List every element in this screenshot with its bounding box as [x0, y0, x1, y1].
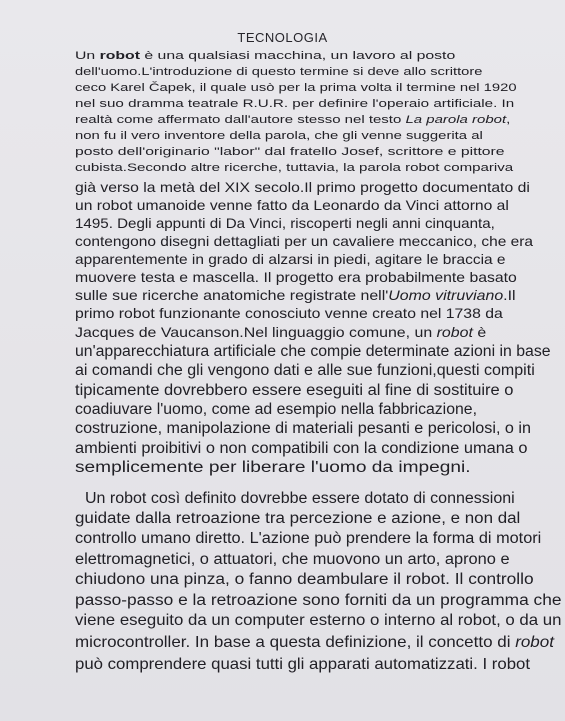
text-run: muovere testa e mascella. Il progetto era probabilmente basato [75, 270, 517, 285]
text-line [75, 401, 477, 419]
text-run: può comprendere quasi tutti gli apparati automatizzati. I robot [75, 656, 531, 673]
text-line [75, 362, 535, 380]
text-line [75, 420, 531, 438]
text-run: passo-passo e la retroazione sono forniti da un programma che [75, 592, 562, 609]
text-run: microcontroller. In base a questa definizione, il concetto di [75, 634, 516, 651]
italic-term: robot [436, 325, 473, 340]
text-run: ceco Karel Čapek, il quale usò per la prima volta il termine nel 1920 [75, 82, 517, 94]
text-run: semplicemente per liberare l'uomo da impegni. [75, 459, 471, 476]
text-run: posto dell'originario "labor" dal fratello Josef, scrittore e pittore [75, 146, 505, 158]
text-run: elettromagnetici, o attuatori, che muovono un arto, aprono e [75, 551, 510, 568]
text-line [75, 66, 482, 78]
text-run: un'apparecchiatura artificiale che compie determinate azioni in base [75, 343, 551, 360]
text-line [75, 306, 503, 321]
text-run: costruzione, manipolazione di materiali pesanti e pericolosi, o in [75, 420, 531, 437]
text-run: guidate dalla retroazione tra percezione e azione, e non dal [75, 510, 521, 527]
text-line [75, 82, 517, 94]
text-line [85, 490, 515, 508]
text-line [75, 252, 506, 267]
text-run: dell'uomo.L'introduzione di questo termine si deve allo scrittore [75, 66, 483, 78]
text-line [75, 343, 551, 361]
text-line [75, 114, 510, 126]
text-line [75, 98, 514, 110]
text-line [75, 440, 528, 458]
text-line [75, 551, 510, 569]
text-line [75, 592, 561, 610]
text-line [75, 510, 520, 528]
text-run: coadiuvare l'uomo, come ad esempio nella fabbricazione, [75, 401, 477, 418]
text-run: è una qualsiasi macchina, un lavoro al posto [139, 50, 456, 62]
text-line [75, 288, 516, 303]
text-run: Jacques de Vaucanson.Nel linguaggio comune, un [75, 325, 437, 340]
text-run: sulle sue ricerche anatomiche registrate nell' [75, 288, 389, 303]
text-line [75, 180, 530, 195]
text-run: Un robot così definito dovrebbe essere dotato di connessioni [85, 490, 515, 507]
text-line [75, 50, 455, 62]
text-run: primo robot funzionante conosciuto venne creato nel 1738 da [75, 306, 503, 321]
text-line [75, 162, 513, 174]
document-title: TECNOLOGIA [237, 30, 328, 45]
text-run: realtà come affermato dall'autore stesso nel testo [75, 114, 406, 126]
text-run: 1495. Degli appunti di Da Vinci, riscoperti negli anni cinquanta, [75, 216, 495, 231]
text-run: .Il [503, 288, 516, 303]
text-run: Un [75, 50, 100, 62]
text-line [75, 325, 486, 340]
text-line [75, 270, 517, 285]
text-run: è [472, 325, 487, 340]
text-run: apparentemente in grado di alzarsi in piedi, agitare le braccia e [75, 252, 506, 267]
text-run: non fu il vero inventore della parola, che gli venne suggerita al [75, 130, 483, 142]
text-line [75, 234, 533, 249]
text-line [75, 656, 530, 674]
text-run: contengono disegni dettagliati per un cavaliere meccanico, che era [75, 234, 534, 249]
text-line [75, 612, 561, 630]
text-run: nel suo dramma teatrale R.U.R. per definire l'operaio artificiale. In [75, 98, 515, 110]
italic-term: robot [515, 634, 554, 651]
text-line [75, 382, 513, 400]
text-line [75, 146, 505, 158]
text-run: cubista.Secondo altre ricerche, tuttavia, la parola robot compariva [75, 162, 514, 174]
text-line [75, 459, 471, 477]
text-line [75, 198, 509, 213]
text-run: già verso la metà del XIX secolo.Il primo progetto documentato di [75, 180, 530, 195]
italic-term: La parola robot [405, 114, 507, 126]
text-run: chiudono una pinza, o fanno deambulare il robot. Il controllo [75, 571, 534, 588]
text-run: ambienti proibitivi o non compatibili con la condizione umana o [75, 440, 528, 457]
text-line [75, 216, 495, 231]
text-run: un robot umanoide venne fatto da Leonardo da Vinci attorno al [75, 198, 509, 213]
text-line [75, 530, 541, 548]
text-run: viene eseguito da un computer esterno o interno al robot, o da un [75, 612, 562, 629]
text-run: ai comandi che gli vengono dati e alle sue funzioni,questi compiti [75, 362, 535, 379]
text-run: tipicamente dovrebbero essere eseguiti al fine di sostituire o [75, 382, 514, 399]
text-run: , [506, 114, 511, 126]
text-line [75, 571, 534, 589]
text-line [75, 130, 483, 142]
text-run: controllo umano diretto. L'azione può prendere la forma di motori [75, 530, 542, 547]
text-line [75, 634, 554, 652]
italic-term: Uomo vitruviano [388, 288, 504, 303]
bold-term: robot [99, 50, 140, 62]
